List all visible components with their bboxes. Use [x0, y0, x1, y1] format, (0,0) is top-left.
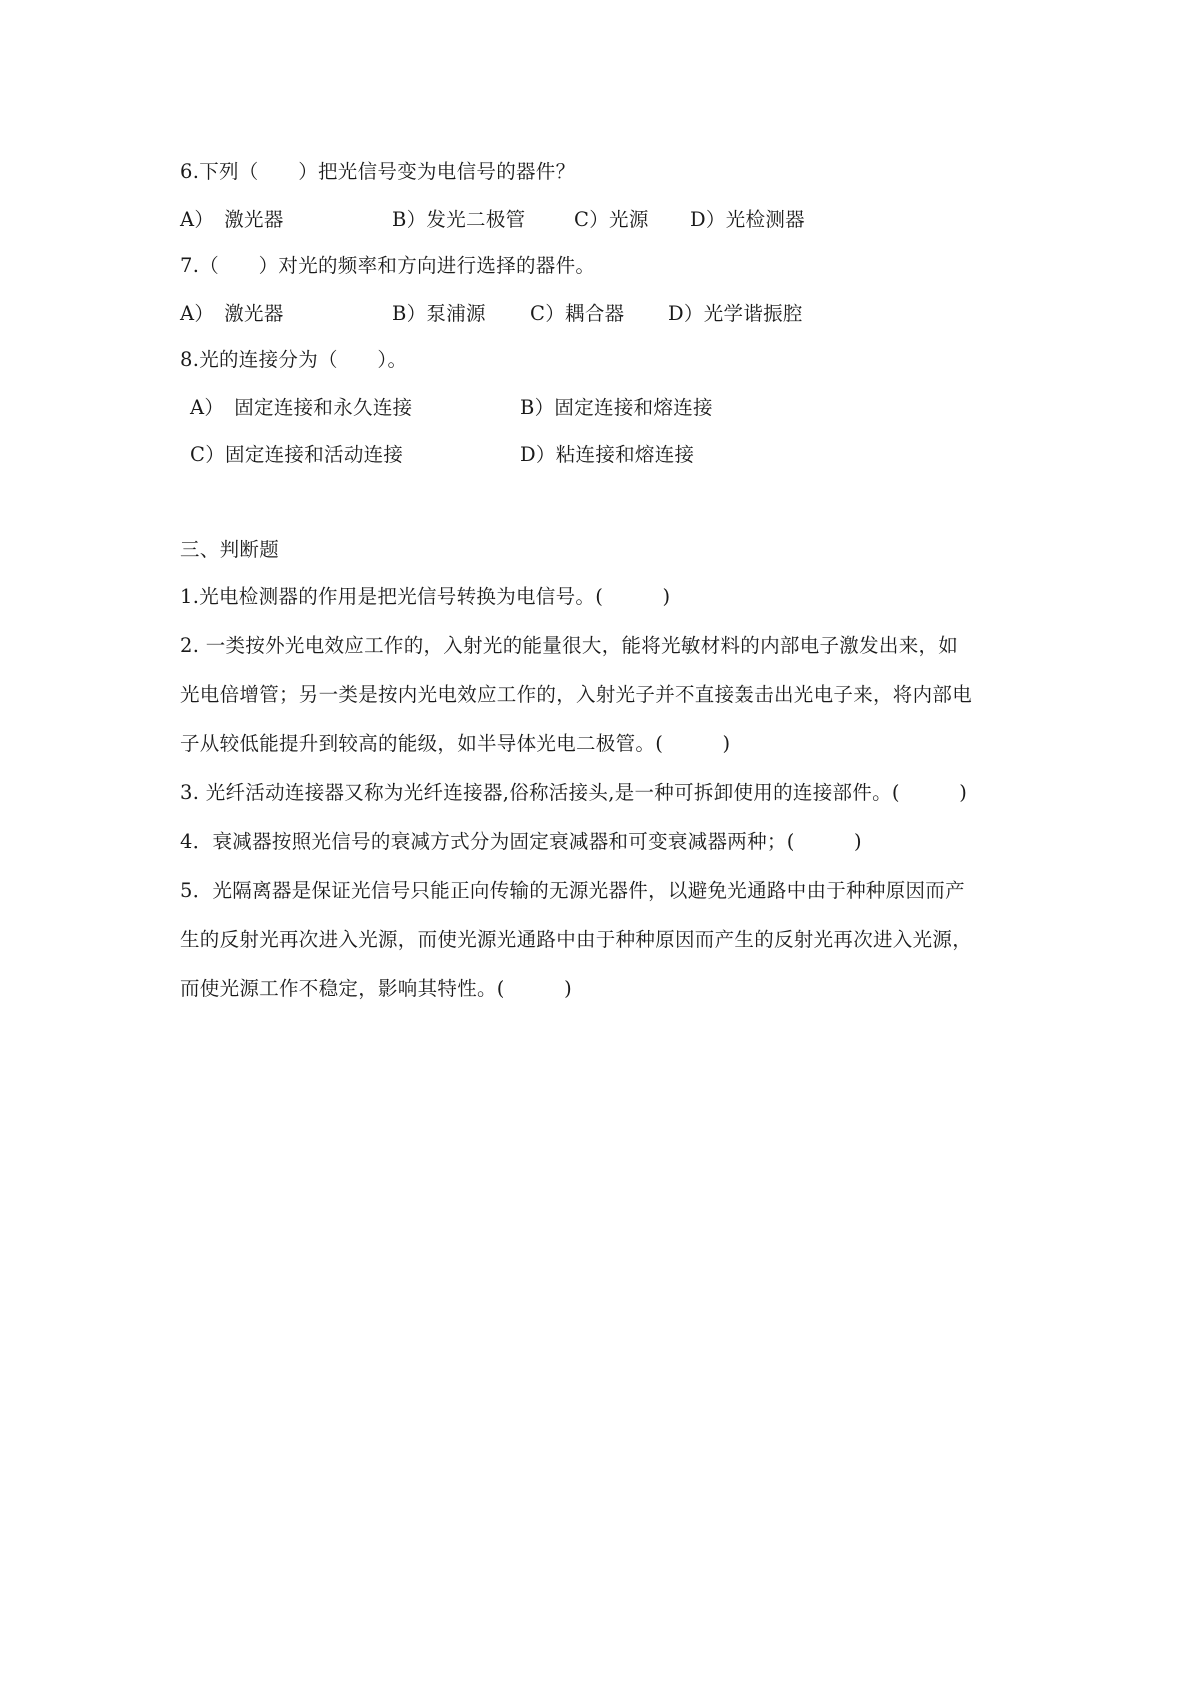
tf-item-2-line-3: 子从较低能提升到较高的能级，如半导体光电二极管。( ) [180, 732, 731, 755]
q7-stem: 7.（ ）对光的频率和方向进行选择的器件。 [180, 254, 596, 277]
tf-item-5-line-2: 生的反射光再次进入光源，而使光源光通路中由于种种原因而产生的反射光再次进入光源， [180, 928, 973, 951]
tf-item-1: 1.光电检测器的作用是把光信号转换为电信号。( ) [180, 585, 671, 608]
q8-option-c: C）固定连接和活动连接 [190, 443, 404, 466]
tf-item-5-line-1: 5．光隔离器是保证光信号只能正向传输的无源光器件，以避免光通路中由于种种原因而产 [180, 879, 965, 902]
tf-item-5-line-3: 而使光源工作不稳定，影响其特性。( ) [180, 977, 573, 1000]
tf-item-3: 3. 光纤活动连接器又称为光纤连接器,俗称活接头,是一种可拆卸使用的连接部件。( ) [180, 781, 968, 804]
q8-option-d: D）粘连接和熔连接 [520, 443, 695, 466]
tf-item-4: 4．衰减器按照光信号的衰减方式分为固定衰减器和可变衰减器两种；( ) [180, 830, 862, 853]
q6-option-b: B）发光二极管 [392, 208, 526, 231]
q6-stem: 6.下列（ ）把光信号变为电信号的器件？ [180, 160, 576, 183]
q6-option-c: C）光源 [574, 208, 649, 231]
tf-item-2-line-2: 光电倍增管；另一类是按内光电效应工作的，入射光子并不直接轰击出光电子来，将内部电 [180, 683, 973, 706]
q6-option-d: D）光检测器 [690, 208, 805, 231]
q7-option-d: D）光学谐振腔 [668, 302, 803, 325]
q8-option-a: A） 固定连接和永久连接 [190, 396, 413, 419]
q8-stem: 8.光的连接分为（ ）。 [180, 348, 408, 371]
section-heading: 三、判断题 [180, 538, 280, 561]
tf-item-2-line-1: 2. 一类按外光电效应工作的，入射光的能量很大，能将光敏材料的内部电子激发出来，如 [180, 634, 959, 657]
q7-option-b: B）泵浦源 [392, 302, 486, 325]
q7-option-c: C）耦合器 [530, 302, 625, 325]
q6-option-a: A） 激光器 [180, 208, 284, 231]
q7-option-a: A） 激光器 [180, 302, 284, 325]
q8-option-b: B）固定连接和熔连接 [520, 396, 713, 419]
